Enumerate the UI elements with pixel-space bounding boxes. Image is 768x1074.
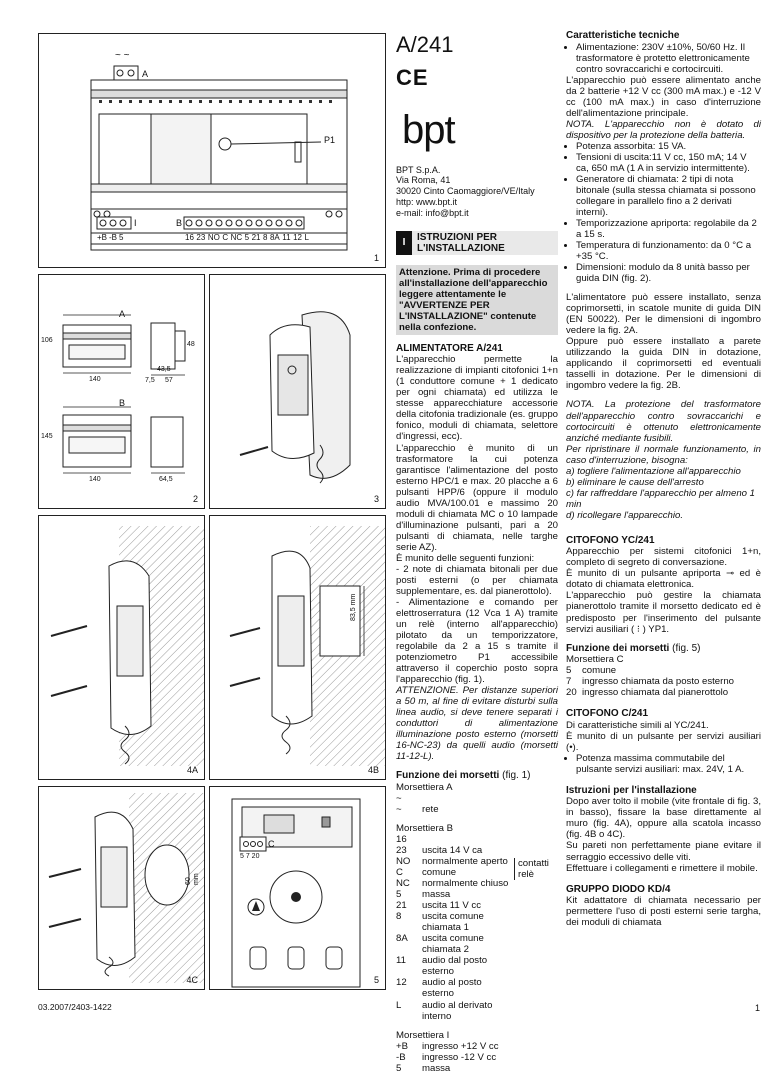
fig4a-number: 4A (186, 764, 198, 775)
paragraph: È munito di un pulsante per servizi ausiliari (•). (566, 730, 761, 753)
term-key: 5 (396, 1062, 402, 1074)
fig1-term: 12 (293, 233, 302, 242)
fig2-label-b: B (119, 398, 126, 408)
morsettiera-c-title: Morsettiera C (566, 654, 624, 666)
morsettiera-b-table (396, 834, 516, 1022)
language-badge: I (396, 231, 412, 255)
note-paragraph: NOTA. La protezione del trasformatore dell'apparecchio contro sovraccarichi e cortocircuiti è ottenuto elettronicamente anziché mediante fusibili. (566, 399, 761, 444)
tecniche-list-1 (566, 42, 761, 75)
paragraph: Oppure può essere installato a parete utilizzando la guida DIN in dotazione, applicando il coprimorsetti ed eventuali tasselli in dotazione. Per le dimensioni di ingombro vedere la fig. 2B. (566, 336, 761, 392)
fig1-term: 5 (119, 233, 124, 242)
bpt-logo (396, 103, 476, 153)
term-key: 5 (566, 665, 572, 677)
fig1-term: +B (97, 233, 108, 242)
paragraph: È munito di un pulsante apriporta ⊸ ed è dotato di chiamata elettronica. (566, 568, 761, 591)
address-line: e-mail: info@bpt.it (396, 207, 469, 218)
page-number: 1 (755, 1003, 761, 1013)
term-key: 23 (396, 845, 407, 857)
fig1-top-terms: ~ ~ (115, 50, 130, 61)
morsettiera-a-title: Morsettiera A (396, 781, 453, 793)
yc241-morsetti-title (566, 643, 761, 655)
bpt-logo-text: bpt (402, 107, 455, 152)
fig2-dim: 140 (89, 476, 101, 483)
fig4a-drawing (39, 516, 204, 779)
term-value: audio al posto esterno (422, 977, 482, 1000)
model-title: A/241 (396, 32, 454, 57)
step-item: d) ricollegare l'apparecchio. (566, 509, 684, 521)
section-title (417, 232, 505, 254)
note-paragraph: Per ripristinare il normale funzionamento, in caso d'interruzione, bisogna: (566, 443, 761, 466)
term-value: comune (422, 867, 457, 879)
fig1-label-b: B (176, 218, 183, 228)
step-item: b) eliminare le cause dell'arresto (566, 476, 704, 488)
fig2-dim: 57 (165, 377, 173, 384)
morsettiera-b-title: Morsettiera B (396, 823, 454, 835)
fig5-label-c: C (268, 839, 275, 849)
morsetti-title (396, 770, 558, 782)
fig1-term: 16 (185, 233, 194, 242)
figure-3 (209, 274, 386, 509)
kd4-title: GRUPPO DIODO KD/4 (566, 883, 671, 895)
yc241-title: CITOFONO YC/241 (566, 534, 655, 546)
paragraph: - 2 note di chiamata bitonali per due posti esterni (o per chiamata supplementare, es. dal pianerottolo). (396, 563, 558, 597)
term-key: 16 (396, 834, 407, 846)
term-value: ingresso chiamata dal pianerottolo (582, 687, 729, 699)
paragraph: Su pareti non perfettamente piane evitare il serraggio eccessivo delle viti. (566, 840, 761, 863)
fig1-term: NC (230, 233, 243, 242)
fig4b-number: 4B (367, 764, 379, 775)
fig2-dim: 7,5 (145, 377, 155, 384)
attention-paragraph: ATTENZIONE. Per distanze superiori a 50 m, al fine di evitare disturbi sulla linea audio, si deve tenere separati i conduttori di alimentazione illuminazione posto esterno (morsetti 16-NC-23) da quelli audio (morsetti 11-12-L). (396, 685, 558, 763)
fig2-dim: 48 (187, 341, 195, 348)
figure-4b (209, 515, 386, 780)
yc241-morsetti-ref: (fig. 5) (672, 642, 701, 654)
term-key: -B (396, 1051, 406, 1063)
term-key: 20 (566, 687, 577, 699)
term-key: 8 (396, 911, 402, 923)
figure-4a (38, 515, 205, 780)
morsettiera-b-wrap (396, 834, 558, 1022)
term-key: 7 (566, 676, 572, 688)
fig1-left-terms (97, 233, 127, 242)
fig4b-dim: 83,5 mm (350, 593, 357, 621)
morsettiera-a-table (396, 793, 558, 815)
section-title-line: ISTRUZIONI PER (417, 231, 498, 243)
term-value (422, 834, 516, 845)
istruzioni-title: Istruzioni per l'installazione (566, 784, 697, 796)
fig3-drawing (210, 275, 385, 508)
paragraph: Kit adattatore di chiamata necessario per permettere l'uso di posti esterni serie targha, dei moduli di chiamata (566, 895, 761, 929)
fig1-number: 1 (373, 252, 379, 263)
paragraph: Apparecchio per sistemi citofonici 1+n, completo di segreto di conversazione. (566, 546, 761, 569)
figure-5 (209, 786, 386, 990)
fig2-dim: 64,5 (159, 476, 173, 483)
c241-list (566, 753, 761, 775)
fig1-label-i: I (134, 218, 137, 228)
paragraph: Di caratteristiche simili al YC/241. (566, 719, 709, 731)
note-paragraph: NOTA. L'apparecchio non è dotato di dispositivo per la protezione della batteria. (566, 118, 761, 141)
list-item: • Generatore di chiamata: 2 tipi di nota bitonale (sulla stessa chiamata si possono collegare in parallelo fino a 2 derivati interni). (576, 174, 761, 218)
morsettiera-c-table (566, 665, 761, 698)
term-value: uscita 14 V ca (422, 845, 483, 857)
paragraph: Effettuare i collegamenti e rimettere il mobile. (566, 862, 758, 874)
fig5-number: 5 (373, 974, 379, 985)
fig1-term: 5 (244, 233, 250, 242)
list-item: • Dimensioni: modulo da 8 unità basso per guida DIN (fig. 2). (576, 262, 761, 284)
address-line: BPT S.p.A. (396, 164, 441, 175)
fig4c-drawing (39, 787, 204, 989)
term-key: ~ (396, 792, 402, 804)
paragraph: È munito delle seguenti funzioni: (396, 552, 535, 564)
paragraph: L'alimentatore può essere installato, senza coprimorsetti, in scatole munite di guida DIN (EN 50022). Per le dimensioni di ingombro vedere la fig. 2A. (566, 292, 761, 337)
list-item: • Alimentazione: 230V ±10%, 50/60 Hz. Il trasformatore è protetto elettronicamente contro sovraccarichi e cortocircuiti. (576, 42, 761, 75)
term-key: ~ (396, 803, 402, 815)
tecniche-title: Caratteristiche tecniche (566, 30, 680, 41)
term-key: 12 (396, 977, 407, 989)
fig4c-number: 4C (186, 974, 198, 985)
text-column-right (566, 30, 761, 928)
term-key: 5 (396, 889, 402, 901)
company-address (396, 165, 558, 219)
term-value: normalmente aperto (422, 856, 508, 868)
term-value: ingresso -12 V cc (422, 1051, 497, 1063)
fig2-label-a: A (119, 309, 126, 319)
fig2-dim: 106 (41, 337, 53, 344)
fig2-dim: 43,5 (157, 366, 171, 373)
tecniche-list-2 (566, 141, 761, 284)
address-line: Via Roma, 41 (396, 175, 451, 186)
paragraph: L'apparecchio è munito di un trasformatore la cui potenza garantisce l'alimentazione del posto esterno HPC/1 e max. 20 placche a 6 pulsanti HPP/6 (oppure il modulo audio MVA/100.01 e massimo 20 moduli di chiamata MC o 10 lampade d'illuminazione pulsanti, pari a 20 pulsanti di chiamata, nelle targhe serie AZ). (396, 442, 558, 553)
term-value: massa (422, 1062, 451, 1074)
section-header (396, 231, 558, 255)
term-value: ingresso chiamata da posto esterno (582, 676, 734, 688)
fig1-term: L (304, 233, 309, 242)
term-value: uscita 11 V cc (422, 900, 482, 912)
term-value: normalmente chiuso (422, 878, 509, 890)
term-value (422, 793, 558, 804)
fig1-label-p1: P1 (324, 135, 336, 145)
term-value: audio al derivato interno (422, 999, 493, 1022)
fig1-term: NO (207, 233, 220, 242)
figure-2 (38, 274, 205, 509)
term-key: 21 (396, 900, 407, 912)
fig1-label-a: A (142, 69, 149, 79)
term-value: uscita comune chiamata 2 (422, 933, 484, 956)
figure-4c (38, 786, 205, 990)
term-value: rete (422, 803, 439, 815)
term-key: L (396, 999, 402, 1011)
fig1-term: 8A (269, 233, 280, 242)
address-line: http: www.bpt.it (396, 196, 458, 207)
morsetti-title-text: Funzione dei morsetti (396, 770, 500, 782)
section-title-line: L'INSTALLAZIONE (417, 242, 505, 254)
list-item: • Tensioni di uscita:11 V cc, 150 mA; 14 V ca, 650 mA (1 A in servizio intermittente). (576, 152, 761, 174)
term-key: +B (396, 1040, 409, 1052)
term-value: comune (582, 665, 617, 677)
term-key: NO (396, 856, 411, 868)
term-key: 8A (396, 933, 408, 945)
text-column-middle (396, 30, 558, 1074)
c241-title: CITOFONO C/241 (566, 708, 649, 720)
figure-1 (38, 33, 386, 268)
morsetti-title-ref: (fig. 1) (502, 770, 531, 782)
fig4c-dim: 60 mm (185, 873, 201, 885)
fig1-term: 11 (282, 233, 291, 242)
term-key: NC (396, 878, 410, 890)
contatti-rele-label: contatti relè (514, 858, 558, 880)
fig5-drawing (210, 787, 385, 989)
fig5-terms: 5 7 20 (240, 853, 260, 860)
term-key: 11 (396, 955, 406, 967)
paragraph: L'apparecchio permette la realizzazione di impianti citofonici 1+n (1 conduttore comune + 1 dedicato per ogni chiamata) ed utilizza le stesse apparecchiature accessorie della citofonia tradizionale (es. gruppo fonico, moduli di chiamata, selettore d'ingressi, ecc). (396, 354, 558, 443)
fig1-term: 23 (196, 233, 206, 242)
morsettiera-i-title: Morsettiera I (396, 1029, 450, 1041)
fig1-term: C (222, 233, 229, 242)
paragraph: L'apparecchio può gestire la chiamata pianerottolo tramite il morsetto dedicato ed è predisposto per l'inserimento del pulsante servizi ausiliari ( ⁝ ) YP1. (566, 590, 761, 635)
term-value: uscita comune chiamata 1 (422, 911, 484, 934)
yc241-morsetti-title-text: Funzione dei morsetti (566, 642, 670, 654)
address-line: 30020 Cinto Caomaggiore/VE/Italy (396, 186, 535, 197)
fig2-number: 2 (192, 493, 198, 504)
alimentatore-title: ALIMENTATORE A/241 (396, 342, 503, 354)
fig2-dim: 140 (89, 376, 101, 383)
morsettiera-i-table (396, 1041, 558, 1074)
list-item: • Temperatura di funzionamento: da 0 °C a +35 °C. (576, 240, 761, 262)
step-item: c) far raffreddare l'apparecchio per almeno 1 min (566, 487, 756, 510)
fig2-dim: 145 (41, 433, 53, 440)
fig1-term: 8 (263, 233, 268, 242)
list-item: • Potenza assorbita: 15 VA. (576, 141, 761, 152)
term-value: audio dal posto esterno (422, 955, 488, 978)
footer-code: 03.2007/2403-1422 (38, 1002, 112, 1012)
term-key: C (396, 867, 403, 879)
ce-mark: CE (396, 65, 429, 91)
list-item: • Potenza massima commutabile del pulsante servizi ausiliari: max. 24V, 1 A. (576, 753, 761, 775)
term-value: ingresso +12 V cc (422, 1040, 499, 1052)
fig1-term: 21 (251, 233, 261, 242)
paragraph: L'apparecchio può essere alimentato anche da 2 batterie +12 V cc (300 mA max.) e -12 V cc (100 mA max.) in caso d'interruzione dell'alimentazione principale. (566, 74, 761, 119)
fig1-term: -B (109, 233, 118, 242)
fig3-number: 3 (373, 493, 379, 504)
term-value: massa (422, 889, 451, 901)
paragraph: - Alimentazione e comando per elettroserratura (12 Vca 1 A) tramite un relè (interno all'apparecchio) pilotato da un temporizzatore, regolabile da 2 a 15 s tramite il potenziometro P1 accessibile attraverso il coperchio posto sopra l'apparecchio (fig. 1). (396, 596, 558, 686)
fig1-right-terms (185, 233, 309, 242)
step-item: a) togliere l'alimentazione all'apparecchio (566, 465, 741, 477)
warning-box: Attenzione. Prima di procedere all'installazione dell'apparecchio leggere attentamente le "AVVERTENZE PER L'INSTALLAZIONE" contenute nella confezione. (396, 265, 558, 335)
paragraph: Dopo aver tolto il mobile (vite frontale di fig. 3, in basso), fissare la base direttamente al muro (fig. 4A), oppure alla scatola incasso (fig. 4B o 4C). (566, 796, 761, 841)
fig4b-drawing (210, 516, 385, 779)
list-item: • Temporizzazione apriporta: regolabile da 2 a 15 s. (576, 218, 761, 240)
